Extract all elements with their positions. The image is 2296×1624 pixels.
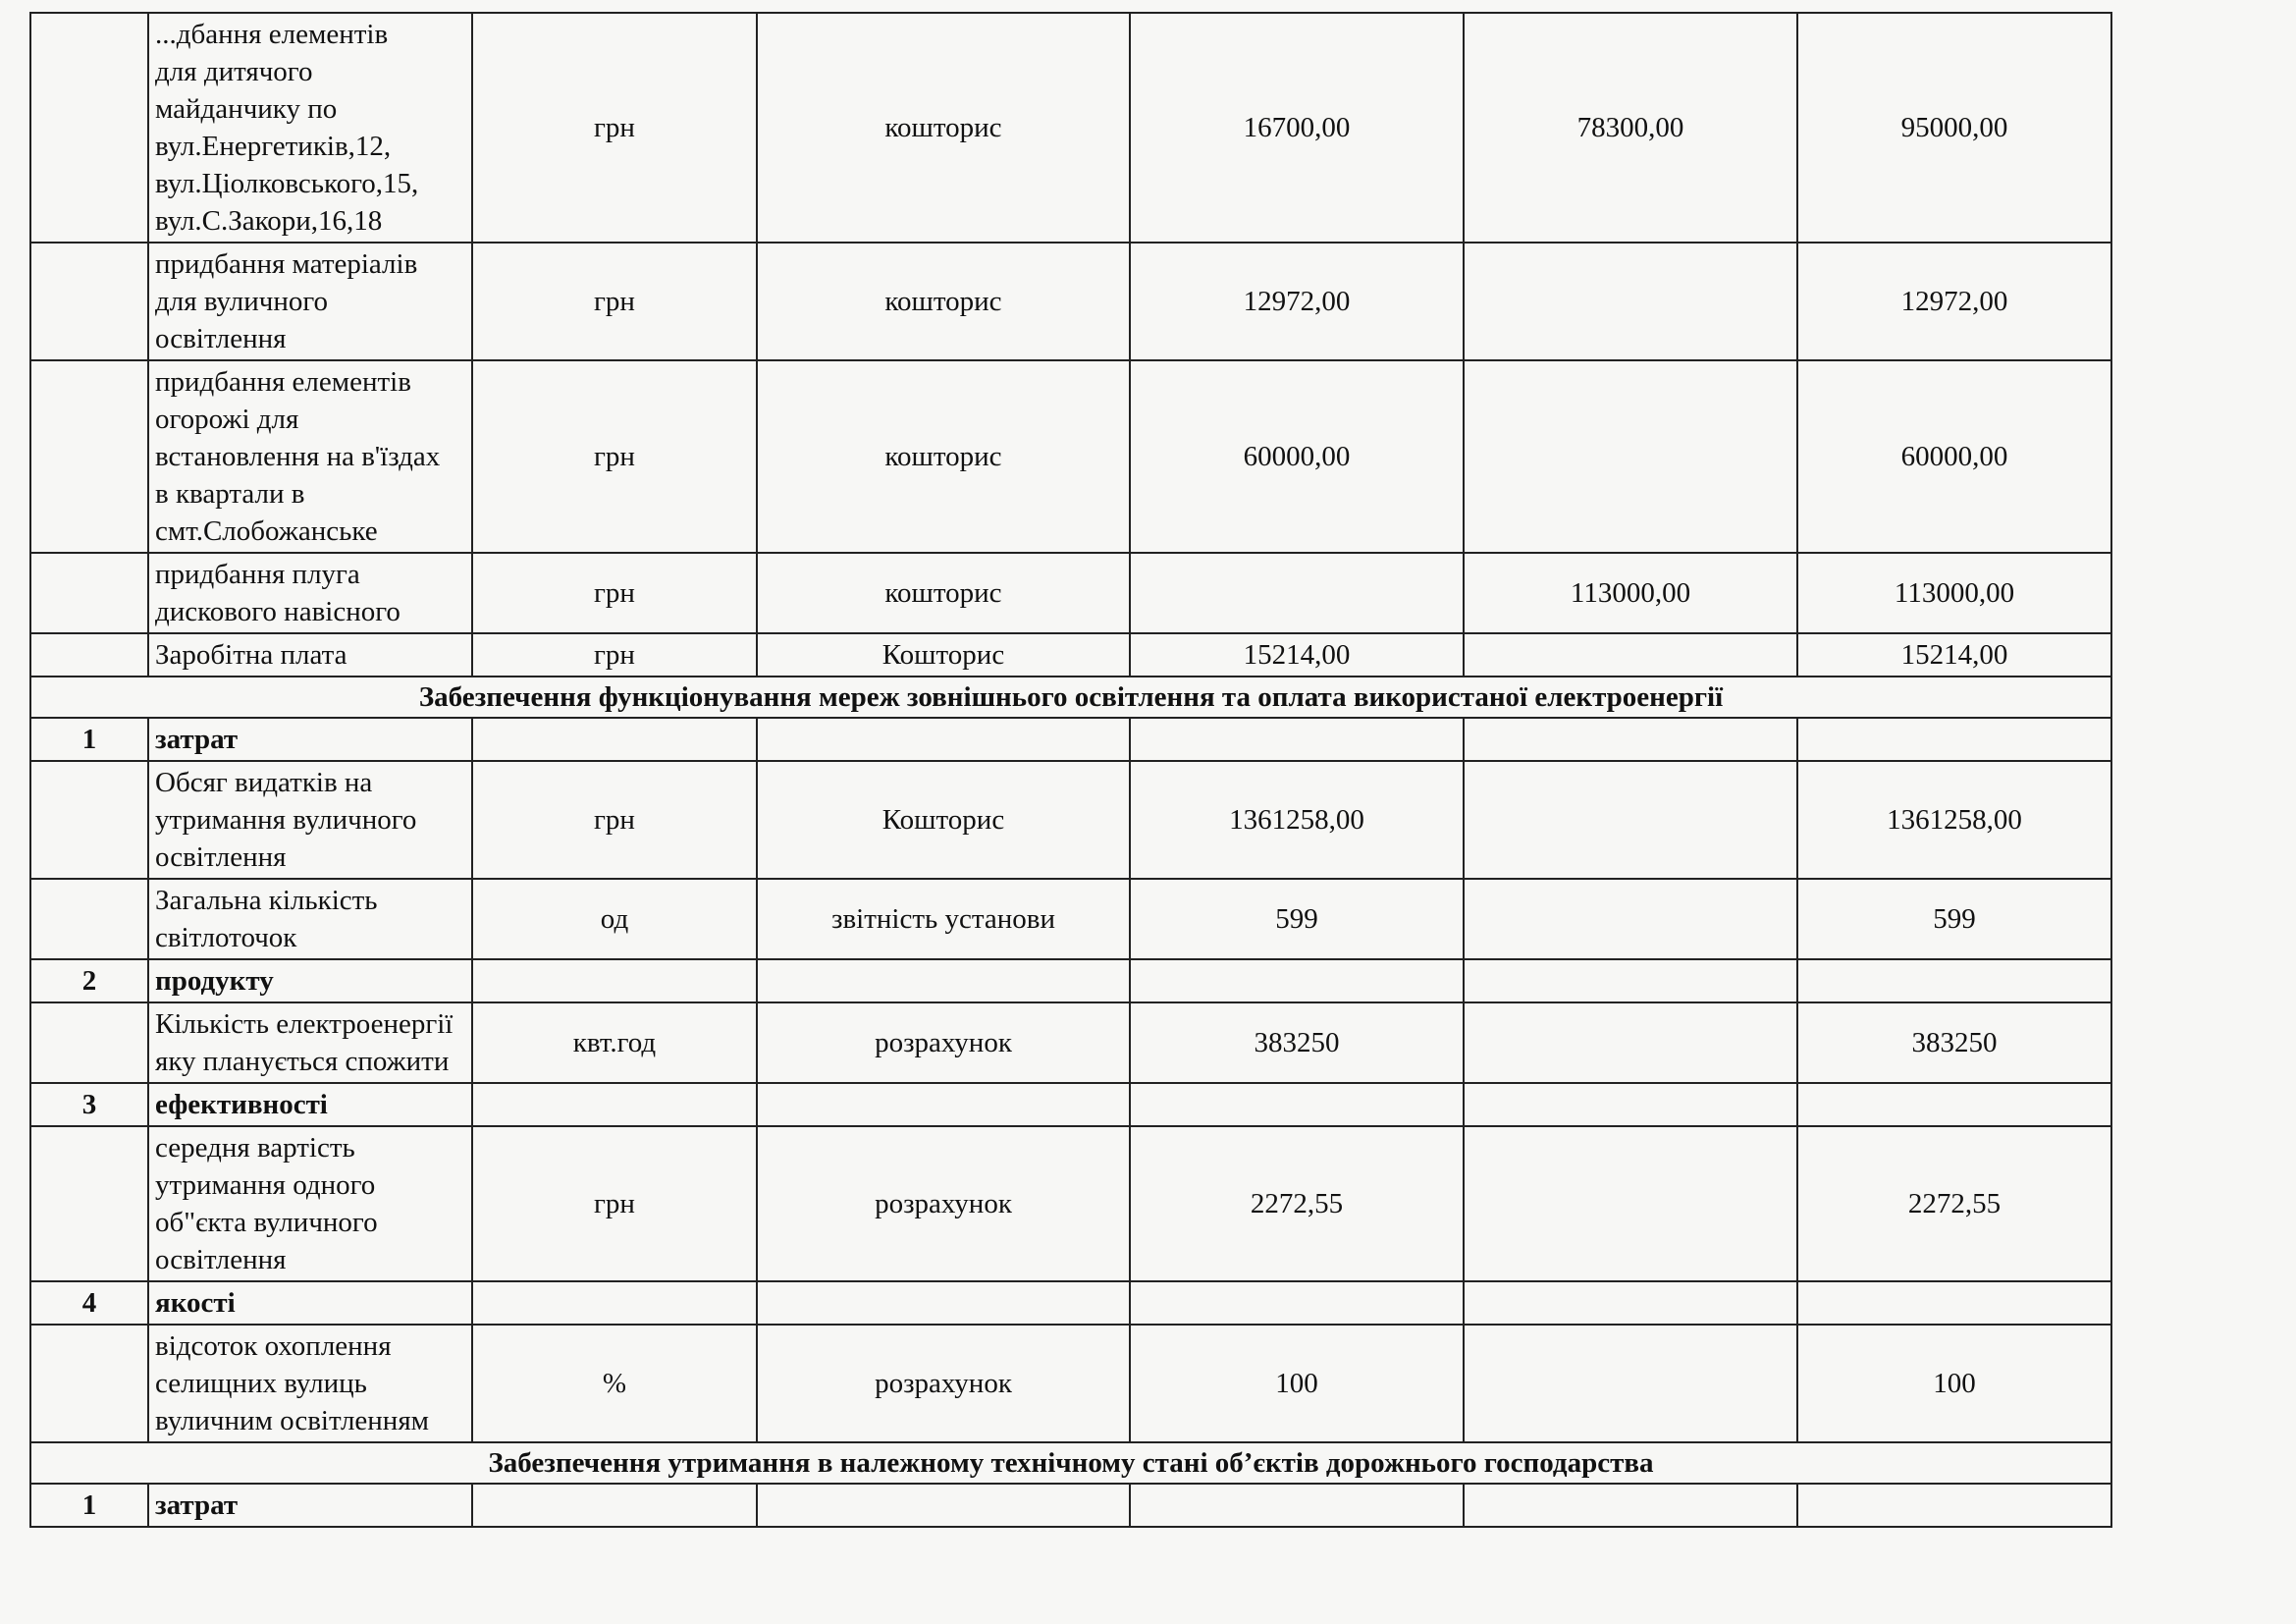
general-fund-cell: 15214,00 [1130,633,1464,677]
total-cell: 599 [1797,879,2111,959]
table-row [30,1325,2111,1442]
row-number: 2 [30,959,148,1002]
total-cell: 2272,55 [1797,1126,2111,1281]
general-fund-cell: 100 [1130,1325,1464,1442]
source-cell: кошторис [757,553,1130,633]
row-number: 3 [30,1083,148,1126]
special-fund-cell: 78300,00 [1464,13,1797,243]
source-cell [757,959,1130,1002]
section-header-row [30,677,2111,718]
unit-cell: % [472,1325,757,1442]
special-fund-cell [1464,1325,1797,1442]
row-number [30,1002,148,1083]
general-fund-cell [1130,1281,1464,1325]
source-cell [757,718,1130,761]
table-row [30,1002,2111,1083]
special-fund-cell [1464,1281,1797,1325]
source-cell: розрахунок [757,1126,1130,1281]
indicator-name: придбання елементів огорожі для встановлення на в'їздах в квартали в смт.Слобожанське [148,360,472,553]
indicator-name: ефективності [148,1083,472,1126]
section-title: Забезпечення функціонування мереж зовнішнього освітлення та оплата використаної електроенергії [30,677,2111,718]
special-fund-cell: 113000,00 [1464,553,1797,633]
general-fund-cell [1130,1083,1464,1126]
indicator-name: середня вартість утримання одного об"єкта вуличного освітлення [148,1126,472,1281]
general-fund-cell [1130,718,1464,761]
indicator-name: затрат [148,1484,472,1527]
unit-cell: грн [472,1126,757,1281]
source-cell [757,1484,1130,1527]
group-row [30,1484,2111,1527]
unit-cell: грн [472,13,757,243]
special-fund-cell [1464,879,1797,959]
section-title: Забезпечення утримання в належному технічному стані об’єктів дорожнього господарства [30,1442,2111,1484]
general-fund-cell: 12972,00 [1130,243,1464,360]
row-number [30,243,148,360]
indicator-name: ...дбання елементів для дитячого майданчику по вул.Енергетиків,12, вул.Ціолковського,15, вул.С.Закори,16,18 [148,13,472,243]
special-fund-cell [1464,1083,1797,1126]
indicator-name: Загальна кількість світлоточок [148,879,472,959]
indicator-name: продукту [148,959,472,1002]
row-number [30,13,148,243]
group-row [30,1281,2111,1325]
general-fund-cell: 2272,55 [1130,1126,1464,1281]
special-fund-cell [1464,633,1797,677]
source-cell: розрахунок [757,1002,1130,1083]
unit-cell [472,1484,757,1527]
table-row [30,243,2111,360]
special-fund-cell [1464,360,1797,553]
general-fund-cell: 16700,00 [1130,13,1464,243]
table-row [30,13,2111,243]
total-cell: 60000,00 [1797,360,2111,553]
unit-cell: грн [472,243,757,360]
table-row [30,633,2111,677]
unit-cell: грн [472,553,757,633]
unit-cell: од [472,879,757,959]
source-cell: кошторис [757,243,1130,360]
indicator-name: якості [148,1281,472,1325]
total-cell: 1361258,00 [1797,761,2111,879]
group-row [30,1083,2111,1126]
special-fund-cell [1464,1126,1797,1281]
total-cell: 113000,00 [1797,553,2111,633]
group-row [30,718,2111,761]
indicator-name: Обсяг видатків на утримання вуличного освітлення [148,761,472,879]
indicator-name: відсоток охоплення селищних вулиць вуличним освітленням [148,1325,472,1442]
indicator-name: придбання плуга дискового навісного [148,553,472,633]
table-row [30,761,2111,879]
indicator-name: затрат [148,718,472,761]
unit-cell: грн [472,761,757,879]
total-cell: 95000,00 [1797,13,2111,243]
total-cell [1797,1083,2111,1126]
row-number [30,1325,148,1442]
total-cell: 15214,00 [1797,633,2111,677]
total-cell: 383250 [1797,1002,2111,1083]
general-fund-cell: 1361258,00 [1130,761,1464,879]
source-cell: кошторис [757,360,1130,553]
row-number [30,879,148,959]
table-row [30,879,2111,959]
special-fund-cell [1464,1484,1797,1527]
general-fund-cell [1130,1484,1464,1527]
source-cell: Кошторис [757,761,1130,879]
row-number: 1 [30,718,148,761]
indicator-name: придбання матеріалів для вуличного освітлення [148,243,472,360]
row-number [30,553,148,633]
source-cell [757,1281,1130,1325]
row-number [30,761,148,879]
row-number: 4 [30,1281,148,1325]
section-header-row [30,1442,2111,1484]
special-fund-cell [1464,1002,1797,1083]
special-fund-cell [1464,243,1797,360]
general-fund-cell [1130,553,1464,633]
general-fund-cell: 60000,00 [1130,360,1464,553]
special-fund-cell [1464,718,1797,761]
unit-cell [472,1281,757,1325]
row-number [30,360,148,553]
row-number [30,1126,148,1281]
indicator-name: Кількість електроенергії яку планується спожити [148,1002,472,1083]
table-row [30,360,2111,553]
indicator-name: Заробітна плата [148,633,472,677]
total-cell [1797,1484,2111,1527]
total-cell [1797,718,2111,761]
indicators-table [29,12,2112,1528]
total-cell: 100 [1797,1325,2111,1442]
total-cell [1797,959,2111,1002]
unit-cell: грн [472,360,757,553]
source-cell: кошторис [757,13,1130,243]
special-fund-cell [1464,761,1797,879]
general-fund-cell [1130,959,1464,1002]
table-row [30,1126,2111,1281]
unit-cell [472,959,757,1002]
unit-cell [472,1083,757,1126]
table-row [30,553,2111,633]
source-cell [757,1083,1130,1126]
unit-cell: квт.год [472,1002,757,1083]
general-fund-cell: 599 [1130,879,1464,959]
total-cell: 12972,00 [1797,243,2111,360]
source-cell: розрахунок [757,1325,1130,1442]
general-fund-cell: 383250 [1130,1002,1464,1083]
total-cell [1797,1281,2111,1325]
special-fund-cell [1464,959,1797,1002]
unit-cell [472,718,757,761]
row-number [30,633,148,677]
source-cell: Кошторис [757,633,1130,677]
group-row [30,959,2111,1002]
unit-cell: грн [472,633,757,677]
row-number: 1 [30,1484,148,1527]
source-cell: звітність установи [757,879,1130,959]
